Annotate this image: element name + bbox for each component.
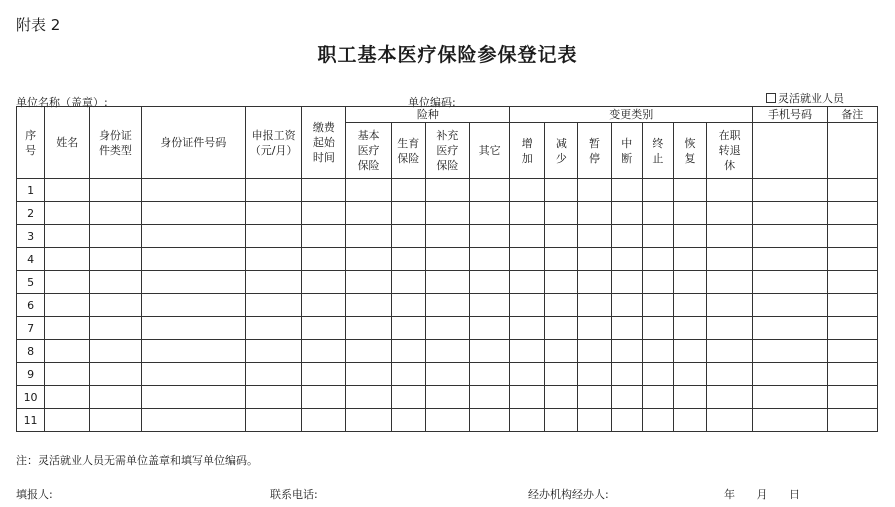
table-cell[interactable] <box>425 202 469 225</box>
table-cell[interactable] <box>425 225 469 248</box>
table-cell[interactable] <box>90 386 141 409</box>
table-cell[interactable] <box>141 179 245 202</box>
table-cell[interactable] <box>45 409 90 432</box>
table-cell[interactable] <box>827 225 877 248</box>
table-cell[interactable] <box>391 340 425 363</box>
table-cell[interactable] <box>141 248 245 271</box>
header-ins-maternity: 生育保险 <box>391 123 425 179</box>
table-cell[interactable] <box>578 409 611 432</box>
unit-code-label: 单位编码: <box>408 96 456 109</box>
table-cell[interactable] <box>827 363 877 386</box>
header-wage: 申报工资（元/月） <box>246 107 302 179</box>
row-number: 6 <box>17 294 45 317</box>
table-cell[interactable] <box>346 317 391 340</box>
unit-name-label: 单位名称（盖章）: <box>16 96 108 109</box>
table-cell[interactable] <box>673 317 706 340</box>
table-cell[interactable] <box>673 202 706 225</box>
table-cell[interactable] <box>45 340 90 363</box>
table-cell[interactable] <box>545 294 578 317</box>
table-row <box>17 386 878 409</box>
table-cell[interactable] <box>470 225 510 248</box>
table-cell[interactable] <box>391 202 425 225</box>
table-cell[interactable] <box>510 202 545 225</box>
table-row <box>17 409 878 432</box>
table-cell[interactable] <box>470 271 510 294</box>
header-phone-blank <box>753 123 827 179</box>
table-cell[interactable] <box>45 248 90 271</box>
table-cell[interactable] <box>642 340 673 363</box>
header-remark-blank <box>827 123 877 179</box>
table-cell[interactable] <box>302 386 346 409</box>
table-cell[interactable] <box>90 340 141 363</box>
table-cell[interactable] <box>346 248 391 271</box>
table-cell[interactable] <box>642 271 673 294</box>
header-remark: 备注 <box>827 107 877 123</box>
table-cell[interactable] <box>827 340 877 363</box>
header-start-time: 缴费起始时间 <box>302 107 346 179</box>
table-cell[interactable] <box>827 317 877 340</box>
row-number: 8 <box>17 340 45 363</box>
table-cell[interactable] <box>611 294 642 317</box>
table-cell[interactable] <box>611 340 642 363</box>
table-cell[interactable] <box>346 386 391 409</box>
table-cell[interactable] <box>246 294 302 317</box>
table-cell[interactable] <box>45 271 90 294</box>
table-cell[interactable] <box>578 225 611 248</box>
table-cell[interactable] <box>470 363 510 386</box>
row-number: 1 <box>17 179 45 202</box>
table-cell[interactable] <box>578 294 611 317</box>
table-cell[interactable] <box>246 225 302 248</box>
table-row <box>17 271 878 294</box>
table-cell[interactable] <box>827 271 877 294</box>
row-number: 10 <box>17 386 45 409</box>
table-cell[interactable] <box>578 271 611 294</box>
table-cell[interactable] <box>611 202 642 225</box>
header-chg-terminate: 终止 <box>642 123 673 179</box>
table-cell[interactable] <box>246 363 302 386</box>
table-cell[interactable] <box>642 363 673 386</box>
agency-agent-label: 经办机构经办人: <box>528 488 609 501</box>
table-cell[interactable] <box>642 248 673 271</box>
table-cell[interactable] <box>302 294 346 317</box>
table-cell[interactable] <box>470 317 510 340</box>
table-cell[interactable] <box>510 179 545 202</box>
table-cell[interactable] <box>753 386 827 409</box>
table-cell[interactable] <box>707 225 753 248</box>
table-cell[interactable] <box>45 317 90 340</box>
table-cell[interactable] <box>578 363 611 386</box>
table-cell[interactable] <box>425 294 469 317</box>
table-cell[interactable] <box>673 386 706 409</box>
table-cell[interactable] <box>391 271 425 294</box>
checkbox-square-icon[interactable] <box>766 93 776 103</box>
flexible-employment-label: 灵活就业人员 <box>778 92 844 105</box>
table-cell[interactable] <box>141 317 245 340</box>
table-cell[interactable] <box>470 409 510 432</box>
table-cell[interactable] <box>141 225 245 248</box>
table-cell[interactable] <box>545 202 578 225</box>
table-cell[interactable] <box>302 271 346 294</box>
table-cell[interactable] <box>391 294 425 317</box>
table-cell[interactable] <box>346 225 391 248</box>
table-cell[interactable] <box>141 202 245 225</box>
table-cell[interactable] <box>578 202 611 225</box>
table-cell[interactable] <box>302 363 346 386</box>
appendix-label: 附表 2 <box>16 16 61 34</box>
table-cell[interactable] <box>90 179 141 202</box>
table-cell[interactable] <box>707 248 753 271</box>
table-cell[interactable] <box>510 294 545 317</box>
table-cell[interactable] <box>753 202 827 225</box>
header-phone: 手机号码 <box>753 107 827 123</box>
table-cell[interactable] <box>707 271 753 294</box>
row-number: 5 <box>17 271 45 294</box>
row-number: 9 <box>17 363 45 386</box>
table-cell[interactable] <box>90 248 141 271</box>
header-chg-interrupt: 中断 <box>611 123 642 179</box>
table-cell[interactable] <box>346 363 391 386</box>
table-cell[interactable] <box>141 363 245 386</box>
header-name: 姓名 <box>45 107 90 179</box>
table-cell[interactable] <box>246 386 302 409</box>
table-cell[interactable] <box>545 225 578 248</box>
table-cell[interactable] <box>45 386 90 409</box>
table-cell[interactable] <box>302 317 346 340</box>
table-cell[interactable] <box>642 179 673 202</box>
table-cell[interactable] <box>611 179 642 202</box>
table-cell[interactable] <box>707 409 753 432</box>
table-cell[interactable] <box>302 340 346 363</box>
table-cell[interactable] <box>545 271 578 294</box>
table-cell[interactable] <box>470 202 510 225</box>
header-insurance-group: 险种 <box>346 107 510 123</box>
table-cell[interactable] <box>45 363 90 386</box>
table-cell[interactable] <box>141 294 245 317</box>
table-cell[interactable] <box>246 317 302 340</box>
table-cell[interactable] <box>302 248 346 271</box>
filler-label: 填报人: <box>16 488 53 501</box>
table-cell[interactable] <box>391 409 425 432</box>
table-cell[interactable] <box>425 386 469 409</box>
header-chg-add: 增加 <box>510 123 545 179</box>
header-chg-resume: 恢复 <box>673 123 706 179</box>
table-cell[interactable] <box>707 386 753 409</box>
table-cell[interactable] <box>90 409 141 432</box>
table-cell[interactable] <box>141 409 245 432</box>
form-title: 职工基本医疗保险参保登记表 <box>317 44 578 66</box>
table-cell[interactable] <box>391 248 425 271</box>
table-cell[interactable] <box>673 225 706 248</box>
table-cell[interactable] <box>346 340 391 363</box>
row-number: 3 <box>17 225 45 248</box>
table-cell[interactable] <box>753 317 827 340</box>
table-row <box>17 248 878 271</box>
table-cell[interactable] <box>391 363 425 386</box>
table-cell[interactable] <box>302 179 346 202</box>
table-cell[interactable] <box>545 409 578 432</box>
table-cell[interactable] <box>578 386 611 409</box>
table-cell[interactable] <box>246 248 302 271</box>
table-cell[interactable] <box>90 202 141 225</box>
table-cell[interactable] <box>611 271 642 294</box>
table-cell[interactable] <box>425 363 469 386</box>
table-cell[interactable] <box>425 317 469 340</box>
table-cell[interactable] <box>302 409 346 432</box>
table-cell[interactable] <box>510 248 545 271</box>
table-cell[interactable] <box>45 225 90 248</box>
table-cell[interactable] <box>391 225 425 248</box>
table-cell[interactable] <box>673 363 706 386</box>
table-cell[interactable] <box>391 386 425 409</box>
table-cell[interactable] <box>425 340 469 363</box>
table-cell[interactable] <box>425 409 469 432</box>
table-cell[interactable] <box>90 225 141 248</box>
table-cell[interactable] <box>707 363 753 386</box>
contact-phone-label: 联系电话: <box>270 488 318 501</box>
table-cell[interactable] <box>753 294 827 317</box>
table-cell[interactable] <box>753 179 827 202</box>
table-cell[interactable] <box>141 386 245 409</box>
table-row <box>17 179 878 202</box>
table-cell[interactable] <box>611 225 642 248</box>
table-cell[interactable] <box>545 179 578 202</box>
table-cell[interactable] <box>470 248 510 271</box>
table-row <box>17 363 878 386</box>
table-cell[interactable] <box>827 179 877 202</box>
row-number: 2 <box>17 202 45 225</box>
table-cell[interactable] <box>302 202 346 225</box>
flexible-employment-checkbox[interactable] <box>766 90 844 106</box>
table-cell[interactable] <box>246 271 302 294</box>
table-cell[interactable] <box>510 271 545 294</box>
table-cell[interactable] <box>470 179 510 202</box>
table-row <box>17 225 878 248</box>
table-cell[interactable] <box>391 317 425 340</box>
table-cell[interactable] <box>578 340 611 363</box>
header-ins-supplement: 补充医疗保险 <box>425 123 469 179</box>
header-ins-other: 其它 <box>470 123 510 179</box>
table-cell[interactable] <box>246 202 302 225</box>
table-cell[interactable] <box>391 179 425 202</box>
table-cell[interactable] <box>302 225 346 248</box>
table-cell[interactable] <box>141 271 245 294</box>
header-id-type: 身份证件类型 <box>90 107 141 179</box>
table-cell[interactable] <box>545 386 578 409</box>
row-number: 11 <box>17 409 45 432</box>
table-cell[interactable] <box>827 409 877 432</box>
table-cell[interactable] <box>510 225 545 248</box>
header-id-number: 身份证件号码 <box>141 107 245 179</box>
table-cell[interactable] <box>673 271 706 294</box>
table-cell[interactable] <box>510 340 545 363</box>
row-number: 4 <box>17 248 45 271</box>
table-cell[interactable] <box>642 409 673 432</box>
table-cell[interactable] <box>45 294 90 317</box>
table-cell[interactable] <box>346 271 391 294</box>
table-cell[interactable] <box>707 294 753 317</box>
table-cell[interactable] <box>642 317 673 340</box>
table-cell[interactable] <box>611 363 642 386</box>
table-cell[interactable] <box>90 271 141 294</box>
table-cell[interactable] <box>753 363 827 386</box>
table-cell[interactable] <box>753 225 827 248</box>
header-chg-pause: 暂停 <box>578 123 611 179</box>
table-cell[interactable] <box>425 179 469 202</box>
table-cell[interactable] <box>470 294 510 317</box>
table-cell[interactable] <box>425 271 469 294</box>
table-cell[interactable] <box>673 294 706 317</box>
table-cell[interactable] <box>246 179 302 202</box>
table-cell[interactable] <box>642 202 673 225</box>
table-cell[interactable] <box>246 340 302 363</box>
table-cell[interactable] <box>707 202 753 225</box>
table-cell[interactable] <box>246 409 302 432</box>
table-cell[interactable] <box>141 340 245 363</box>
table-row <box>17 294 878 317</box>
table-cell[interactable] <box>45 202 90 225</box>
table-cell[interactable] <box>673 248 706 271</box>
table-cell[interactable] <box>470 340 510 363</box>
header-chg-retire: 在职转退休 <box>707 123 753 179</box>
table-cell[interactable] <box>545 317 578 340</box>
table-cell[interactable] <box>753 340 827 363</box>
table-cell[interactable] <box>510 363 545 386</box>
table-cell[interactable] <box>707 179 753 202</box>
table-cell[interactable] <box>707 317 753 340</box>
table-cell[interactable] <box>673 409 706 432</box>
header-seq: 序号 <box>17 107 45 179</box>
table-cell[interactable] <box>753 271 827 294</box>
table-cell[interactable] <box>642 294 673 317</box>
table-row <box>17 340 878 363</box>
table-row <box>17 202 878 225</box>
registration-table <box>16 106 878 432</box>
table-cell[interactable] <box>827 294 877 317</box>
table-cell[interactable] <box>578 248 611 271</box>
table-cell[interactable] <box>753 248 827 271</box>
table-cell[interactable] <box>425 248 469 271</box>
table-cell[interactable] <box>545 248 578 271</box>
table-cell[interactable] <box>346 202 391 225</box>
table-cell[interactable] <box>707 340 753 363</box>
table-cell[interactable] <box>827 386 877 409</box>
table-cell[interactable] <box>611 248 642 271</box>
table-cell[interactable] <box>510 317 545 340</box>
table-cell[interactable] <box>673 340 706 363</box>
footnote: 注：灵活就业人员无需单位盖章和填写单位编码。 <box>16 454 258 467</box>
table-cell[interactable] <box>827 202 877 225</box>
table-cell[interactable] <box>673 179 706 202</box>
table-cell[interactable] <box>90 294 141 317</box>
table-cell[interactable] <box>611 386 642 409</box>
header-change-group: 变更类别 <box>510 107 753 123</box>
table-cell[interactable] <box>346 294 391 317</box>
table-cell[interactable] <box>90 317 141 340</box>
table-cell[interactable] <box>45 179 90 202</box>
table-cell[interactable] <box>611 317 642 340</box>
table-cell[interactable] <box>510 409 545 432</box>
table-cell[interactable] <box>545 363 578 386</box>
header-ins-basic: 基本医疗保险 <box>346 123 391 179</box>
table-cell[interactable] <box>642 386 673 409</box>
table-cell[interactable] <box>578 179 611 202</box>
table-cell[interactable] <box>827 248 877 271</box>
date-label: 年 月 日 <box>724 488 800 501</box>
table-row <box>17 317 878 340</box>
table-cell[interactable] <box>470 386 510 409</box>
table-cell[interactable] <box>346 409 391 432</box>
table-cell[interactable] <box>578 317 611 340</box>
table-cell[interactable] <box>510 386 545 409</box>
header-chg-reduce: 减少 <box>545 123 578 179</box>
table-cell[interactable] <box>611 409 642 432</box>
table-cell[interactable] <box>753 409 827 432</box>
table-cell[interactable] <box>545 340 578 363</box>
table-cell[interactable] <box>90 363 141 386</box>
row-number: 7 <box>17 317 45 340</box>
table-cell[interactable] <box>642 225 673 248</box>
table-cell[interactable] <box>346 179 391 202</box>
